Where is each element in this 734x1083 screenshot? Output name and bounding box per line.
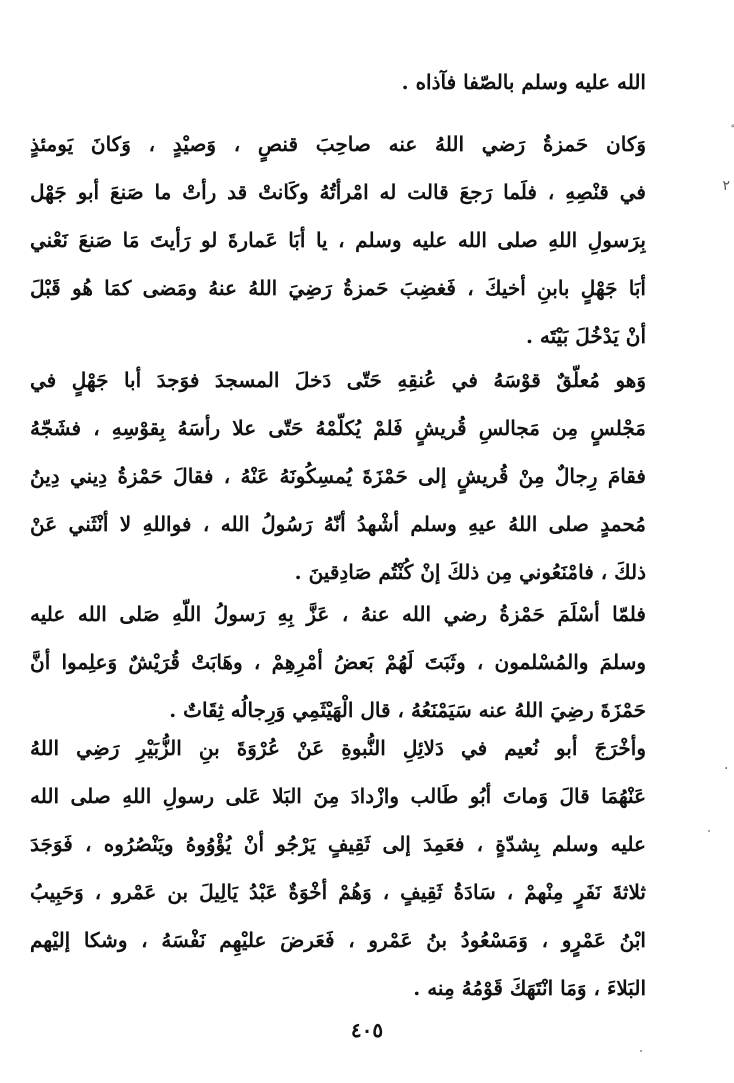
margin-mark: ٢ <box>722 178 730 194</box>
text-line: مَجْلسٍ مِن مَجالسِ قُريشٍ فَلمْ يُكلّمْهُ حَتّى علا رأسَهُ بِقوْسِهِ ، فشَجّهُ <box>30 416 646 440</box>
margin-mark: ٠ <box>722 760 730 776</box>
text-line: عَنْهُمَا قالَ وَماتَ أبُو طَالب وازْدادَ مِنَ البَلا عَلى رسولِ اللهِ صلى الله <box>30 784 646 808</box>
page-number: ٤٠٥ <box>350 1018 384 1042</box>
text-line: ذلكَ ، فامْنَعُوني مِن ذلكَ إنْ كُنْتُم صَادِقينَ . <box>294 560 646 584</box>
text-line: وسلمَ والمُسْلمون ، وثَبَتَ لَهُمْ بَعضُ أمْرِهِمْ ، وهَابَتْ قُرَيْشٌ وَعلِموا أنَّ <box>30 650 646 674</box>
paragraph-4 <box>30 590 646 734</box>
text-line: فلمّا أسْلَمَ حَمْزةُ رضي الله عنهُ ، عَزَّ بِهِ رَسولُ اللّهِ صَلى الله عليه <box>30 602 646 626</box>
text-line: وَهو مُعلّقٌ قوْسَهُ في عُنقِهِ حَتّى دَخلَ المسجدَ فوَجدَ أبا جَهْلٍ في <box>30 368 646 392</box>
scan-speck <box>640 1050 642 1052</box>
text-line: وَكان حَمزةُ رَضي اللهُ عنه صاحِبَ قنصٍ ، وَصيْدٍ ، وَكانَ يَومئذٍ <box>30 132 646 156</box>
paragraph-1 <box>30 58 646 106</box>
paragraph-2 <box>30 120 646 360</box>
text-line: فقامَ رِجالٌ مِنْ قُريشٍ إلى حَمْزَةَ يُمسِكُونَهُ عَنْهُ ، فقالَ حَمْزةُ دِيني دِينُ <box>30 464 646 488</box>
text-line: ثلاثةَ نَفَرٍ مِنْهمْ ، سَادَةُ ثَقِيفٍ ، وَهُمْ أخْوَةٌ عَبْدُ يَالِيلَ بن عَمْرو ، وَحَبِيبُ <box>30 880 646 904</box>
scan-speck <box>708 830 710 832</box>
text-line: أبَا جَهْلٍ بابنِ أخيكَ ، فَغضِبَ حَمزةُ رَضِيَ اللهُ عنهُ ومَضى كمَا هُو قَبْلَ <box>30 276 646 300</box>
text-line: ابْنُ عَمْرٍو ، وَمَسْعُودُ بنُ عَمْرو ، فَعَرضَ عليْهِم نَفْسَهُ ، وشكا إليْهم <box>30 928 646 952</box>
text-line: وأخْرَجَ أبو نُعيم في دَلائِلِ النُّبوةِ عَنْ عُرْوَةَ بنِ الزُّبَيْرِ رَضِي اللهُ <box>30 736 646 760</box>
text-line: في قنْصِهِ ، فلَما رَجعَ قالت له امْرأتُهُ وكَانتْ قد رأتْ ما صَنعَ أبو جَهْل <box>30 180 646 204</box>
text-line: بِرَسولِ اللهِ صلى الله عليه وسلم ، يا أبَا عَمارةَ لو رَأيتَ مَا صَنعَ نَعْني <box>30 228 646 252</box>
text-line: مُحمدٍ صلى اللهُ عيهِ وسلم أشْهدُ أنّهُ رَسُولُ الله ، فواللهِ لا أنْثَني عَنْ <box>30 512 646 536</box>
text-line: عليه وسلم بِشدّةٍ ، فعَمِدَ إلى ثَقِيفٍ يَرْجُو أنْ يُؤْوُوهُ ويَنْصُرُوه ، فَوَجَدَ <box>30 832 646 856</box>
text-line: الله عليه وسلم بالصّفا فآذاه . <box>401 70 646 94</box>
paragraph-5 <box>30 724 646 1012</box>
text-line: البَلاءَ ، وَمَا انْتَهَكَ قَوْمُهُ مِنه . <box>413 976 646 1000</box>
paragraph-3 <box>30 356 646 596</box>
text-line: أنْ يَدْخُلَ بَيْتَه . <box>525 324 646 348</box>
text-line: حَمْزَةَ رضِيَ اللهُ عنه سَيَمْنَعُهُ ، قال الْهَيْثَمِي وَرِجالُه ثِقَاتٌ . <box>169 698 646 722</box>
